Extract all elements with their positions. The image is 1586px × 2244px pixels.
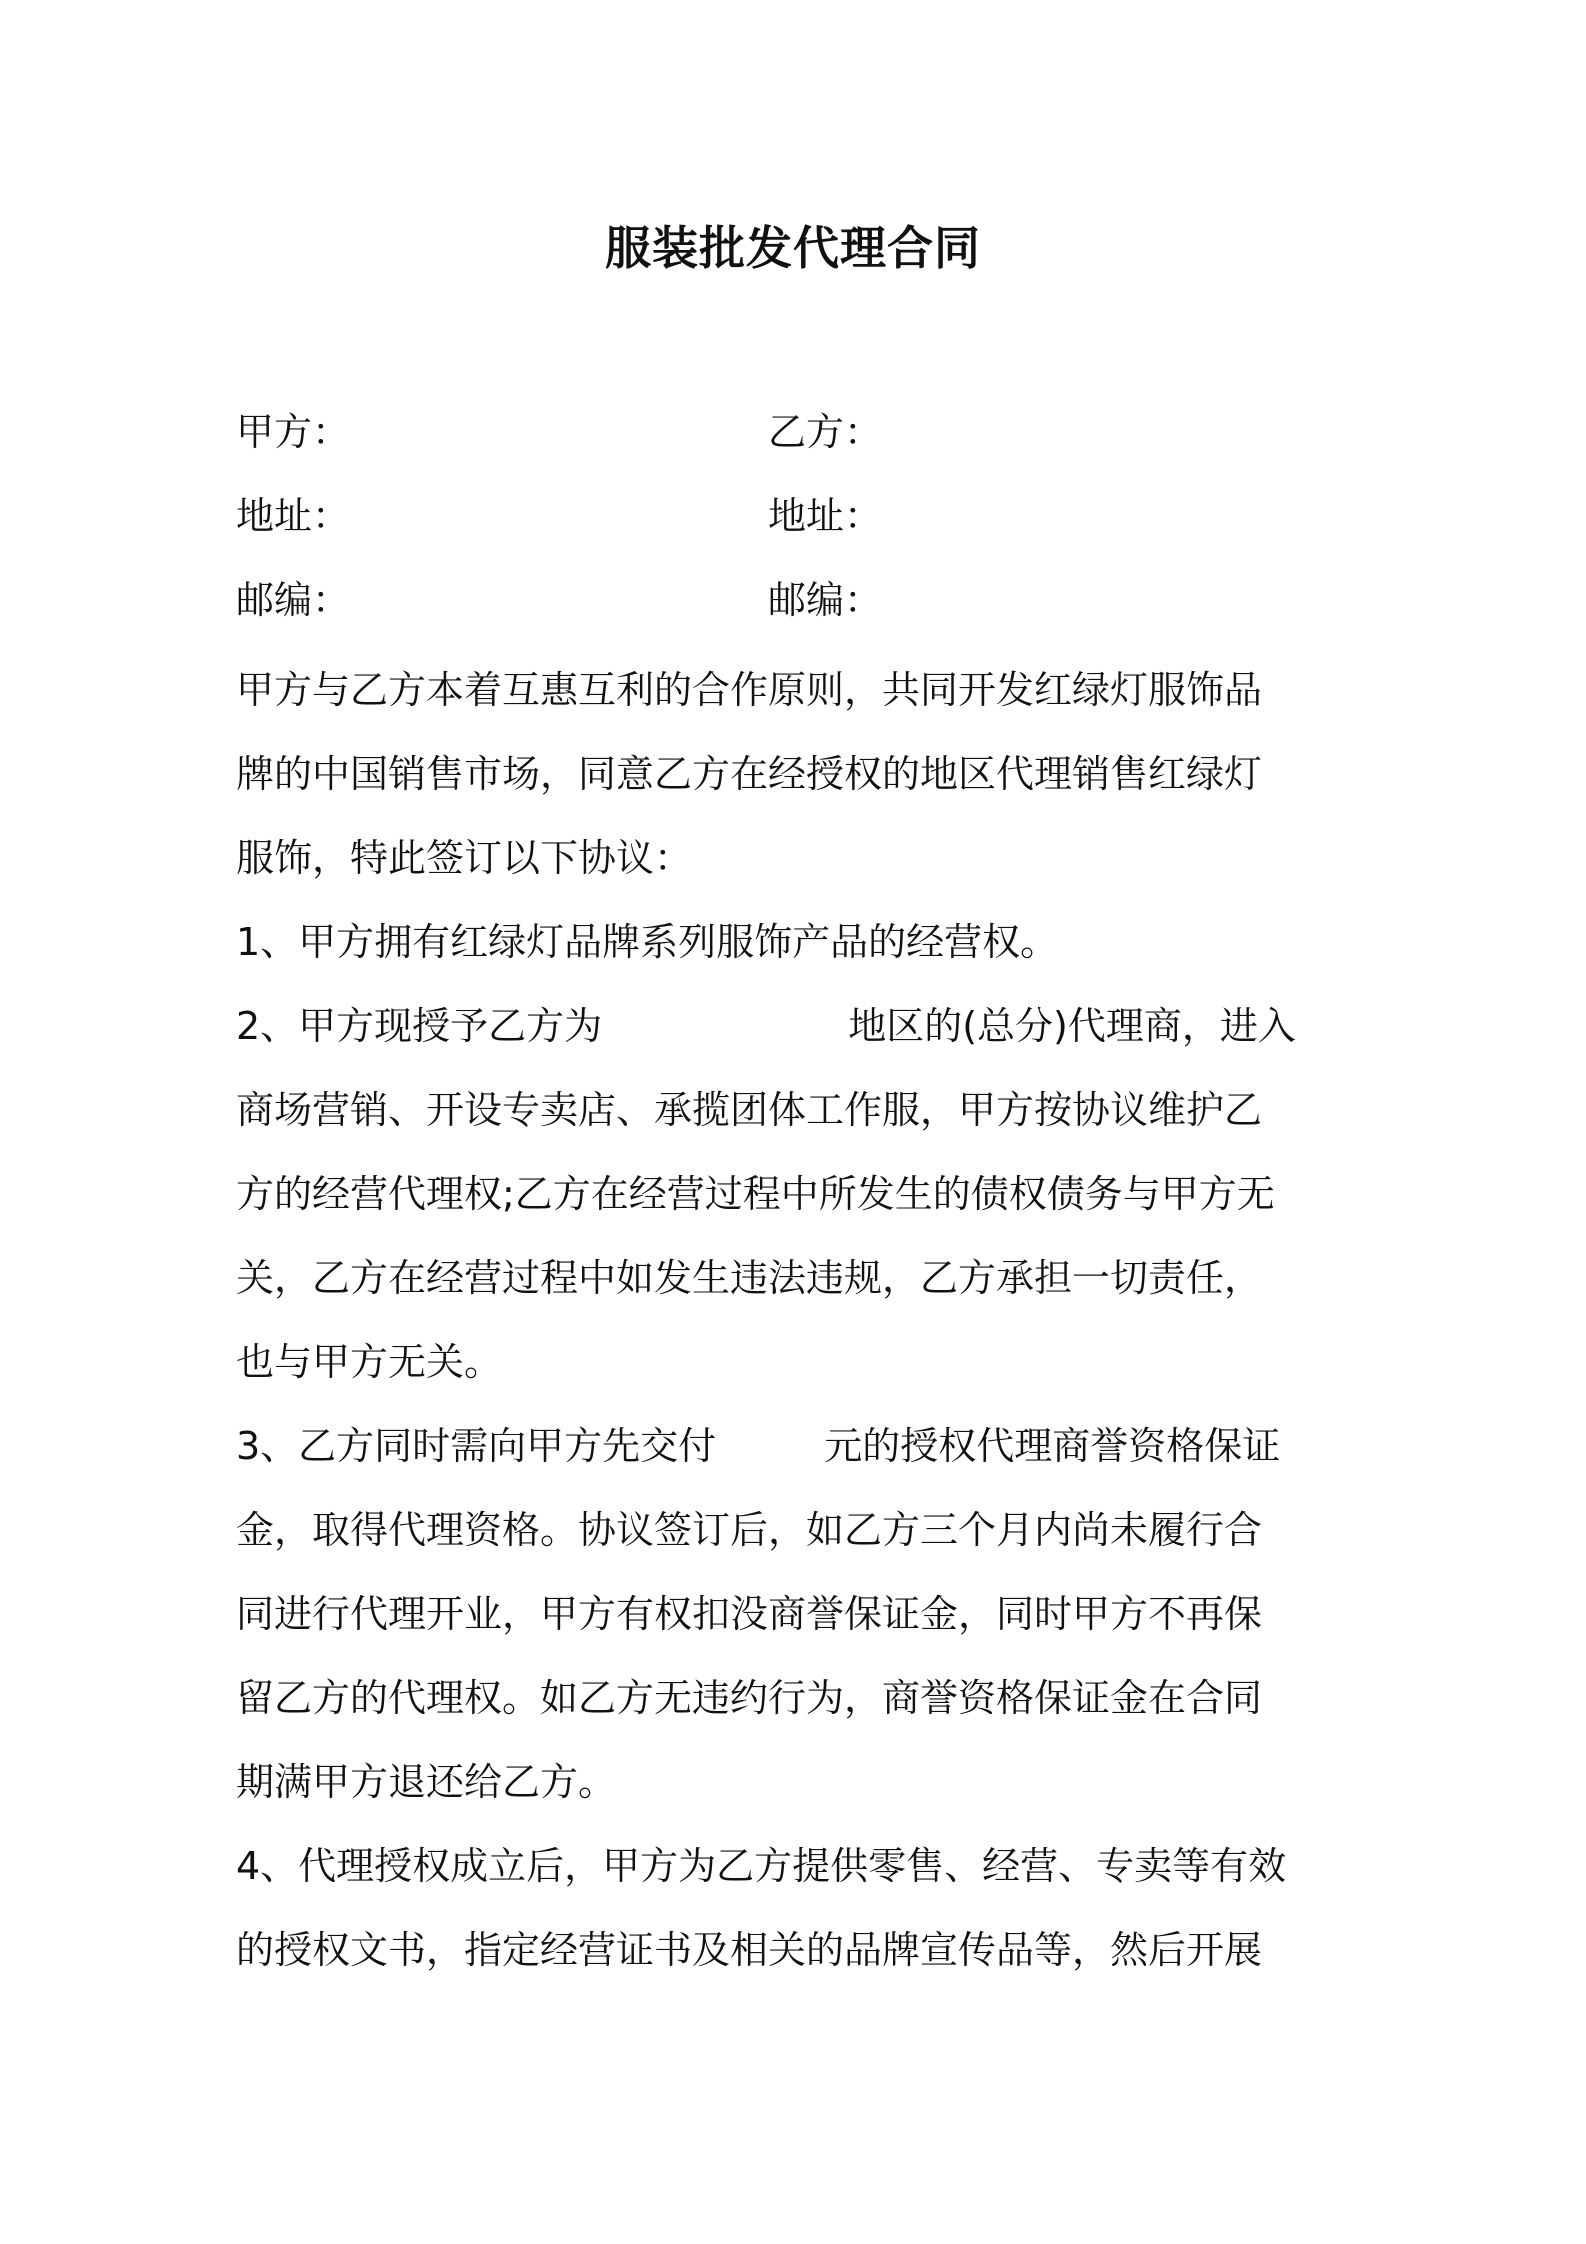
clause-1: 1、甲方拥有红绿灯品牌系列服饰产品的经营权。: [236, 920, 1059, 964]
document-title: 服装批发代理合同: [605, 221, 981, 275]
intro-line: 牌的中国销售市场，同意乙方在经授权的地区代理销售红绿灯: [236, 752, 1263, 796]
clause-4-line: 的授权文书，指定经营证书及相关的品牌宣传品等，然后开展: [236, 1928, 1263, 1972]
intro-line: 甲方与乙方本着互惠互利的合作原则，共同开发红绿灯服饰品: [236, 668, 1263, 712]
clause-2-line: 也与甲方无关。: [236, 1340, 503, 1384]
clause-2-first-line: [236, 988, 1356, 1072]
party-a-label: 甲方：: [236, 410, 351, 454]
clause-2-line: 方的经营代理权;乙方在经营过程中所发生的债权债务与甲方无: [236, 1172, 1275, 1216]
clause-2-text: 2、甲方现授予乙方为: [236, 1004, 603, 1048]
party-info: [236, 402, 1356, 654]
party-row: [236, 402, 1356, 486]
clause-3-text: 3、乙方同时需向甲方先交付: [236, 1424, 717, 1468]
clause-4-line: 4、代理授权成立后，甲方为乙方提供零售、经营、专卖等有效: [236, 1844, 1287, 1888]
address-label-a: 地址：: [236, 494, 351, 538]
clause-3-text: 元的授权代理商誉资格保证: [824, 1424, 1281, 1468]
clause-3-line: 期满甲方退还给乙方。: [236, 1760, 617, 1804]
clause-3-line: 同进行代理开业，甲方有权扣没商誉保证金，同时甲方不再保: [236, 1592, 1263, 1636]
contract-body: [236, 652, 1356, 1996]
clause-3-line: 金，取得代理资格。协议签订后，如乙方三个月内尚未履行合: [236, 1508, 1263, 1552]
postcode-label-a: 邮编：: [236, 578, 351, 622]
postcode-row: [236, 570, 1356, 654]
clause-2-line: 关，乙方在经营过程中如发生违法违规，乙方承担一切责任，: [236, 1256, 1263, 1300]
address-label-b: 地址：: [768, 494, 883, 538]
address-row: [236, 486, 1356, 570]
postcode-label-b: 邮编：: [768, 578, 883, 622]
clause-2-text: 地区的(总分)代理商，进入: [848, 1004, 1296, 1048]
clause-3-first-line: [236, 1408, 1356, 1492]
intro-line: 服饰，特此签订以下协议：: [236, 836, 693, 880]
clause-2-line: 商场营销、开设专卖店、承揽团体工作服，甲方按协议维护乙: [236, 1088, 1263, 1132]
party-b-label: 乙方：: [768, 410, 883, 454]
clause-3-line: 留乙方的代理权。如乙方无违约行为，商誉资格保证金在合同: [236, 1676, 1263, 1720]
